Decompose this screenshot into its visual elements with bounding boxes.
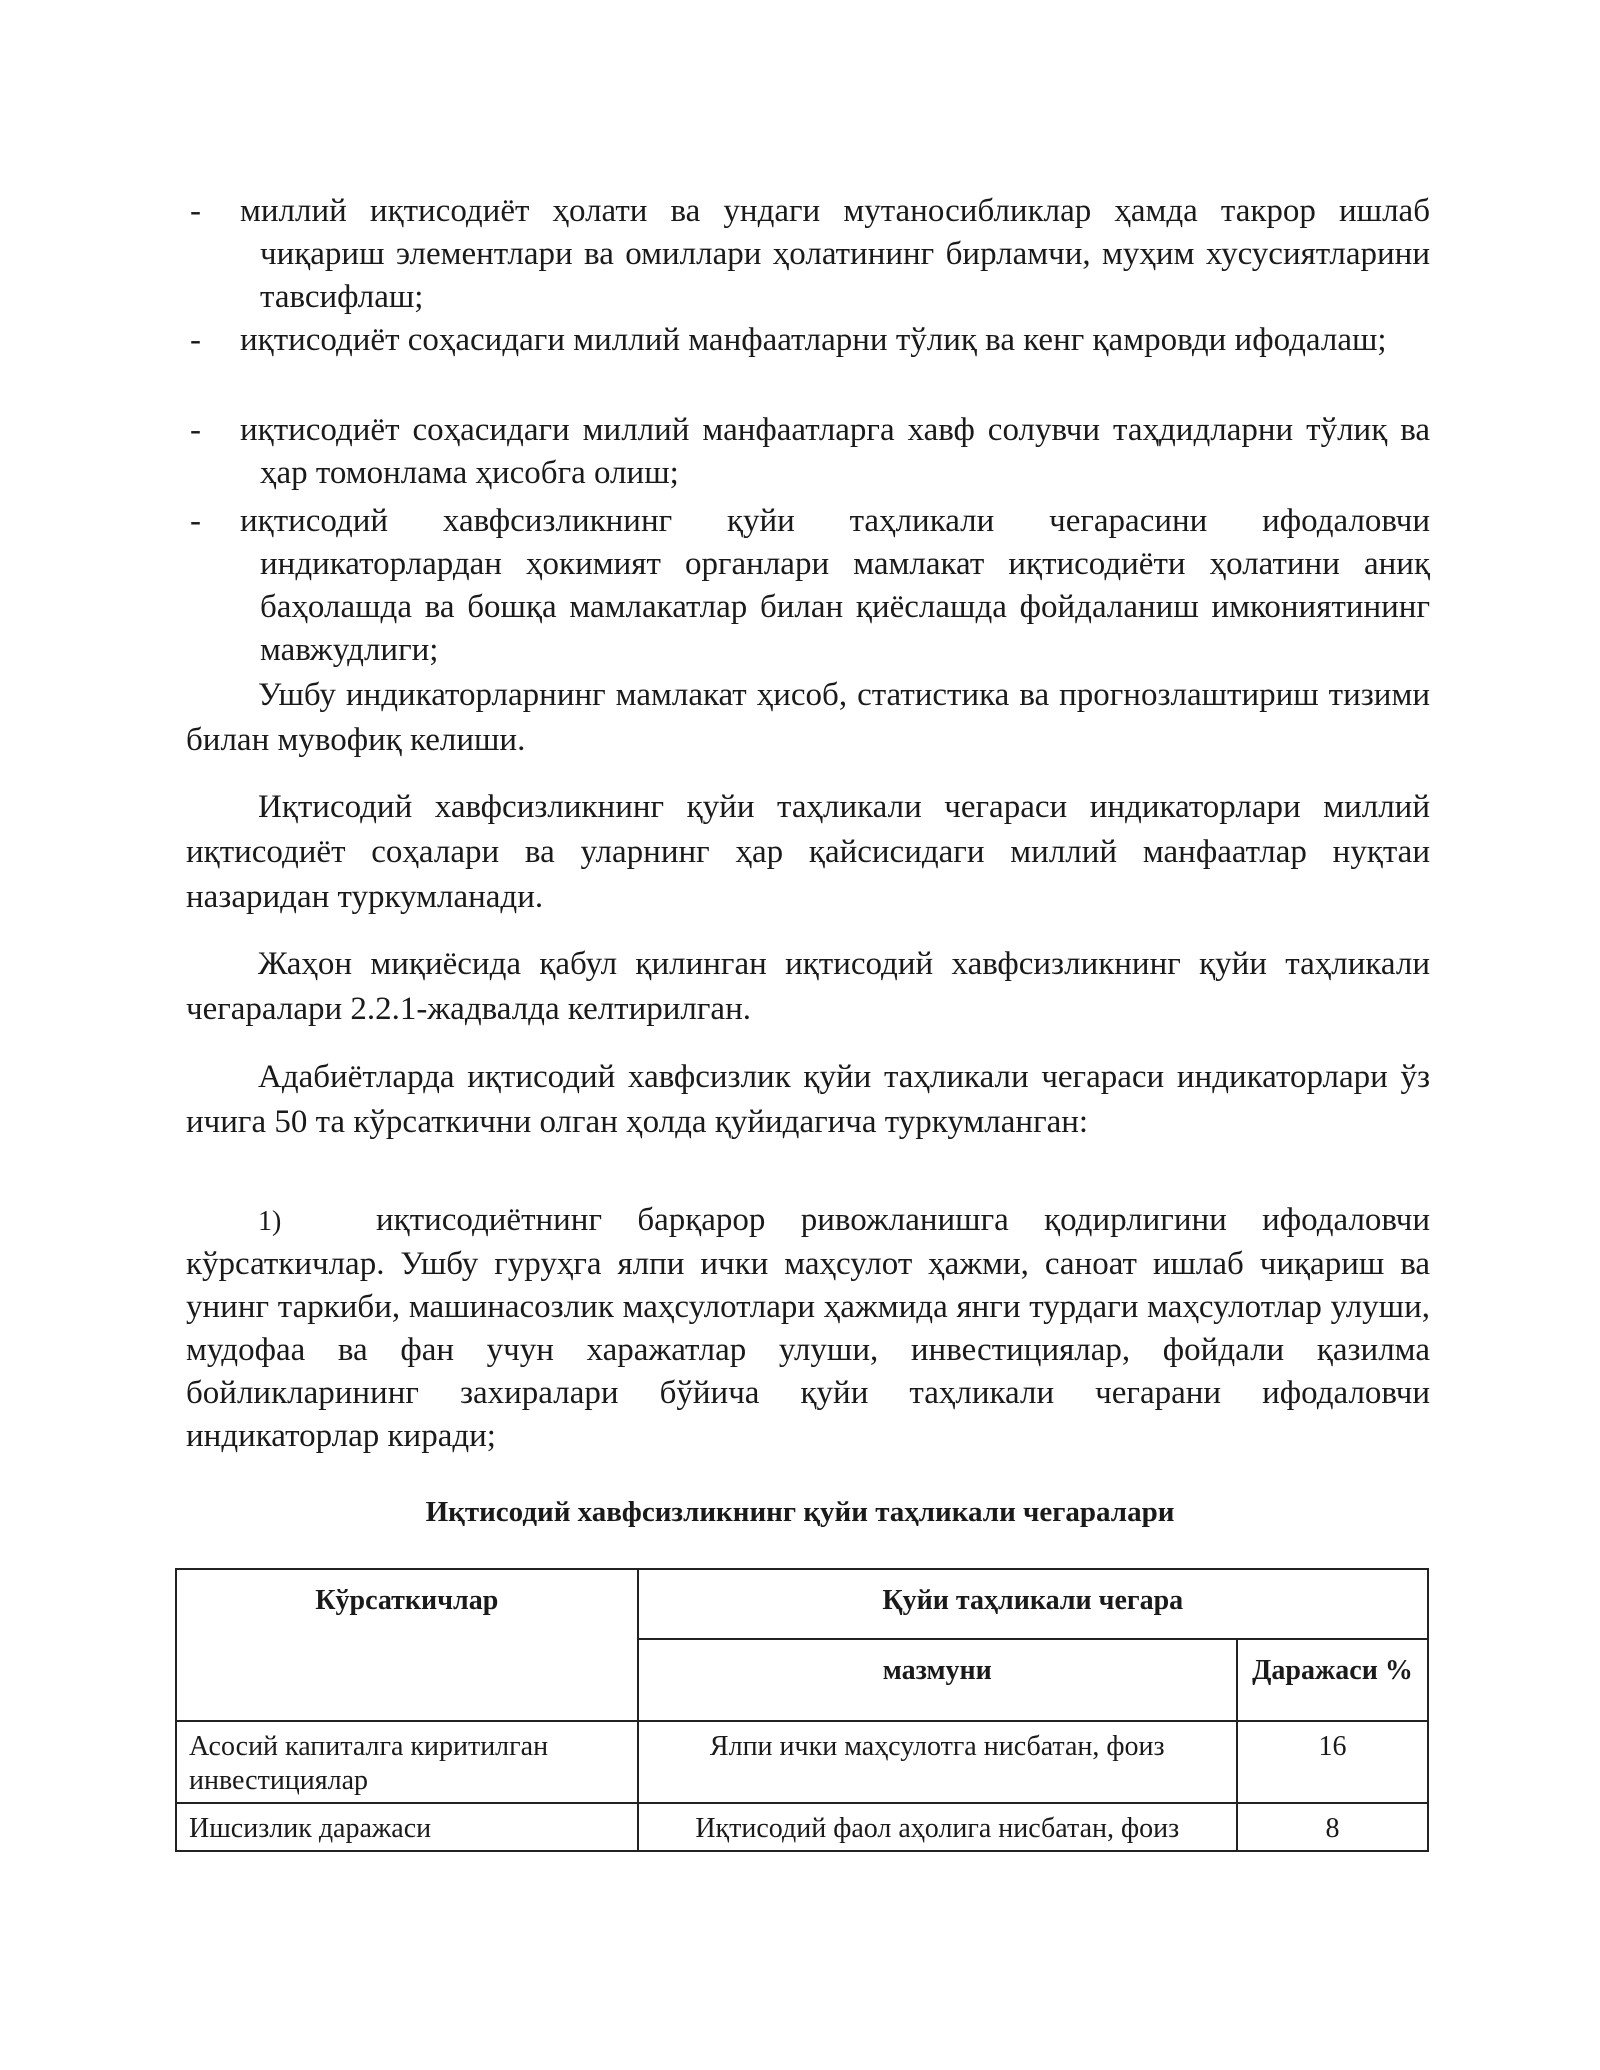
bullet-item-4 [190,500,1430,672]
bullet-item-2 [190,319,1430,362]
header-level: Даражаси % [1237,1639,1428,1721]
cell-indicator: Асосий капиталга киритилган инвестициялар [176,1721,638,1803]
bullet-marker: - [190,322,201,358]
thresholds-table [175,1568,1429,1852]
bullet-marker: - [190,503,201,539]
paragraph-1: Ушбу индикаторларнинг мамлакат ҳисоб, статистика ва прогнозлаштириш тизими билан мувофиқ келиши. [186,677,1430,758]
header-content: мазмуни [638,1639,1237,1721]
bullet-marker: - [190,412,201,448]
cell-indicator: Ишсизлик даражаси [176,1803,638,1851]
bullet-marker: - [190,193,201,229]
bullet-text: иқтисодиёт соҳасидаги миллий манфаатларга хавф солувчи таҳдидларни тўлиқ ва ҳар томонлама ҳисобга олиш; [240,412,1430,491]
cell-content: Иқтисодий фаол аҳолига нисбатан, фоиз [638,1803,1237,1851]
bullet-item-3 [190,409,1430,495]
table-row [176,1721,1428,1803]
bullet-item-1 [190,190,1430,319]
table-row [176,1803,1428,1851]
item-number: 1) [258,1206,282,1237]
numbered-item-1 [186,1199,1430,1458]
cell-level: 16 [1237,1721,1428,1803]
cell-level: 8 [1237,1803,1428,1851]
header-indicators: Кўрсаткичлар [176,1569,638,1721]
table-title: Иқтисодий хавфсизликнинг қуйи таҳликали чегаралари [425,1496,1175,1528]
bullet-text: иқтисодиёт соҳасидаги миллий манфаатларни тўлиқ ва кенг қамровди ифодалаш; [240,322,1387,358]
paragraph-4: Адабиётларда иқтисодий хавфсизлик қуйи таҳликали чегараси индикаторлари ўз ичига 50 та кўрсаткични олган ҳолда қуйидагича туркумланган: [186,1059,1430,1140]
paragraph-2: Иқтисодий хавфсизликнинг қуйи таҳликали чегараси индикаторлари миллий иқтисодиёт соҳалари ва уларнинг ҳар қайсисидаги миллий манфаатлар нуқтаи назаридан туркумланади. [186,789,1430,915]
item-text: иқтисодиётнинг барқарор ривожланишга қодирлигини ифодаловчи кўрсаткичлар. Ушбу гуруҳга ялпи ички маҳсулот ҳажми, саноат ишлаб чиқариш ва унинг таркиби, машинасозлик маҳсулотлари ҳажмида янги турдаги маҳсулотлар улуши, мудофаа ва фан учун харажатлар улуши, инвестициялар, фойдали қазилма бойликларининг захиралари бўйича қуйи таҳликали чегарани ифодаловчи индикаторлар киради; [186,1202,1430,1454]
header-threshold: Қуйи таҳликали чегара [638,1569,1428,1639]
paragraph-3: Жаҳон миқиёсида қабул қилинган иқтисодий хавфсизликнинг қуйи таҳликали чегаралари 2.2.1-жадвалда келтирилган. [186,946,1430,1027]
bullet-text: миллий иқтисодиёт ҳолати ва ундаги мутаносибликлар ҳамда такрор ишлаб чиқариш элементлари ва омиллари ҳолатининг бирламчи, муҳим хусусиятларини тавсифлаш; [240,193,1430,315]
table-header-row [176,1569,1428,1639]
bullet-text: иқтисодий хавфсизликнинг қуйи таҳликали чегарасини ифодаловчи индикаторлардан ҳокимият органлари мамлакат иқтисодиёти ҳолатини аниқ баҳолашда ва бошқа мамлакатлар билан қиёслашда фойдаланиш имкониятининг мавжудлиги; [240,503,1430,668]
cell-content: Ялпи ички маҳсулотга нисбатан, фоиз [638,1721,1237,1803]
